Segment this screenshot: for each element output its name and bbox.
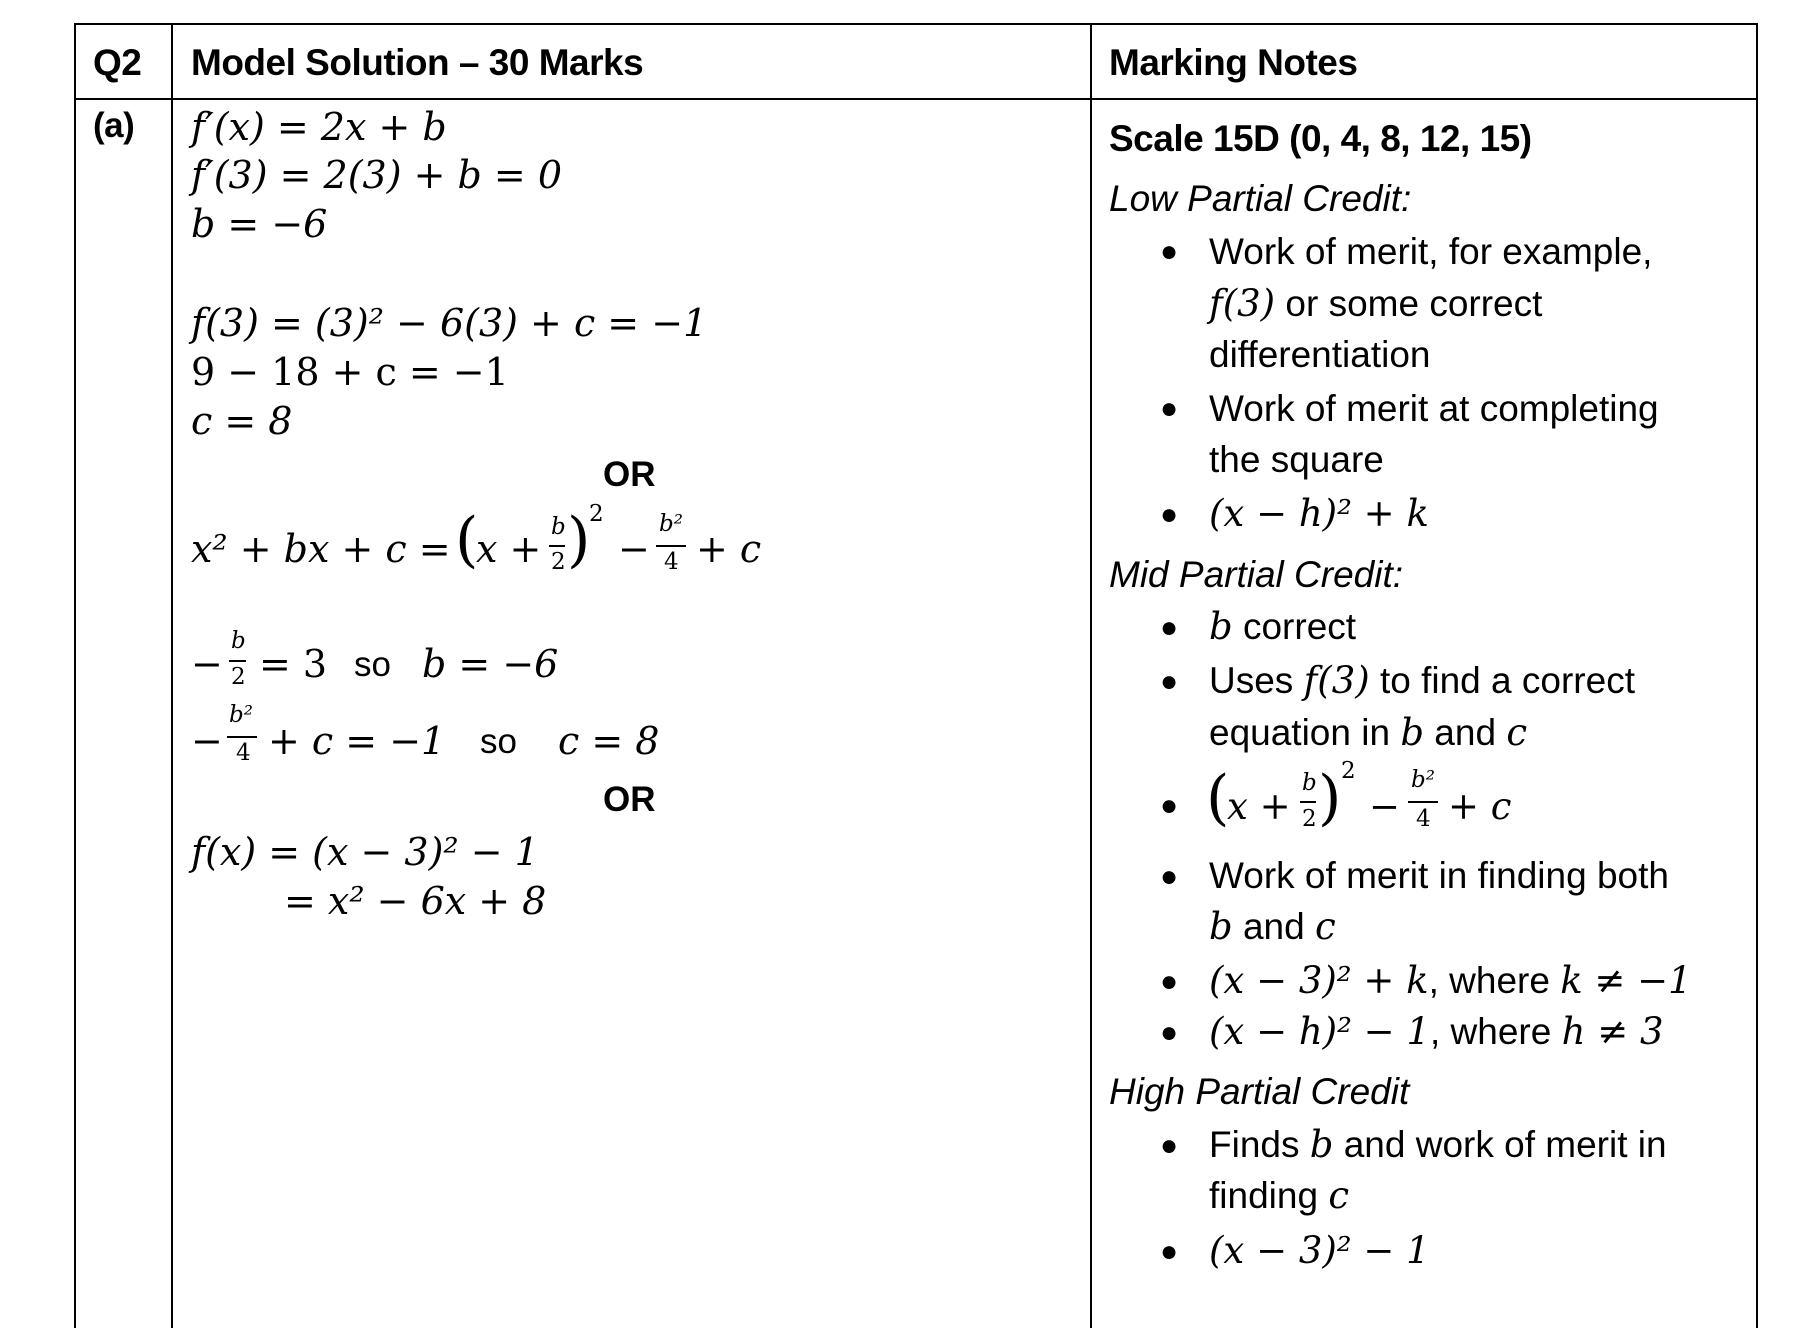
f3-line: f(3) = (3)² − 6(3) + c = −1 — [191, 301, 708, 345]
arithmetic-line: 9 − 18 + c = −1 — [191, 350, 509, 394]
mid-credit-expr: (x − h)² − 1 — [1209, 1010, 1430, 1053]
or-divider-2: OR — [603, 780, 656, 819]
eqb-frac-den: 2 — [231, 664, 246, 690]
column-divider-1 — [171, 23, 173, 1328]
mid-credit-item-1 — [1209, 605, 1357, 648]
header-bottom-border — [74, 98, 1758, 100]
low-credit-item-1a: Work of merit, for example, — [1209, 231, 1653, 272]
low-credit-text: or some correct — [1275, 283, 1543, 324]
mid-credit-x: x + — [1227, 785, 1291, 828]
eqc-frac-bar — [227, 736, 257, 738]
bullet: ● — [1160, 611, 1179, 644]
mid-frac-b-bar — [1300, 801, 1316, 803]
mid-frac-b-num: b — [1302, 770, 1317, 796]
mid-credit-plus-c: + c — [1448, 785, 1512, 828]
mid-frac-b-den: 2 — [1302, 806, 1317, 832]
ctsq-minus: − — [618, 527, 650, 571]
mid-credit-cond: k ≠ −1 — [1560, 959, 1692, 1002]
table-right-border — [1756, 23, 1758, 1328]
eqc-frac-den: 4 — [236, 740, 251, 766]
ctsq-lhs: x² + bx + c = — [191, 527, 451, 571]
vertex-form-line: f(x) = (x − 3)² − 1 — [191, 830, 539, 874]
ctsq-square: 2 — [589, 501, 604, 527]
ctsq-frac-b2-den: 4 — [664, 549, 679, 575]
eqc-frac-num: b² — [229, 702, 253, 728]
close-paren: ) — [1318, 763, 1342, 833]
bullet: ● — [1160, 965, 1179, 998]
ctsq-x: x + — [476, 527, 542, 571]
low-credit-item-1b — [1209, 282, 1543, 325]
high-credit-b: b — [1309, 1123, 1334, 1166]
derivative-at-3-line: f′(3) = 2(3) + b = 0 — [191, 153, 563, 197]
ctsq-frac-b2-bar — [656, 545, 686, 547]
bullet: ● — [1160, 498, 1179, 531]
ctsq-frac-b2-num: b² — [659, 511, 683, 537]
high-credit-text: and work of merit in — [1333, 1124, 1667, 1165]
high-credit-c: c — [1328, 1174, 1350, 1217]
marking-scale: Scale 15D (0, 4, 8, 12, 15) — [1109, 118, 1532, 159]
open-paren: ( — [455, 505, 479, 575]
bullet: ● — [1160, 235, 1179, 268]
solution-column-title: Model Solution – 30 Marks — [191, 42, 644, 83]
mid-credit-c: c — [1506, 711, 1528, 754]
eqc-result: c = 8 — [558, 719, 660, 763]
high-credit-text: finding — [1209, 1175, 1329, 1216]
mid-credit-item-4b — [1209, 905, 1336, 948]
high-credit-item-1b — [1209, 1174, 1350, 1217]
mid-partial-credit-title: Mid Partial Credit: — [1109, 554, 1404, 595]
mid-credit-item-5 — [1209, 959, 1692, 1002]
eqb-result: b = −6 — [422, 642, 559, 686]
eqb-so: so — [354, 645, 391, 684]
high-credit-item-1a — [1209, 1123, 1667, 1166]
eqb-frac-num: b — [231, 628, 246, 654]
table-left-border — [74, 23, 76, 1328]
question-label: Q2 — [93, 42, 142, 83]
mid-credit-item-2a — [1209, 659, 1635, 702]
open-paren: ( — [1206, 763, 1230, 833]
mid-credit-text: , where — [1430, 1011, 1562, 1052]
column-divider-2 — [1090, 23, 1092, 1328]
mid-credit-item-4a: Work of merit in finding both — [1209, 855, 1669, 896]
mid-credit-text: to find a correct — [1369, 660, 1635, 701]
mid-frac-b2-bar — [1408, 801, 1438, 803]
low-credit-item-1c: differentiation — [1209, 334, 1431, 375]
notes-column-title: Marking Notes — [1109, 42, 1358, 83]
eqc-minus: − — [191, 719, 223, 763]
bullet: ● — [1160, 1129, 1179, 1162]
mid-credit-b: b — [1209, 905, 1233, 948]
high-credit-text: Finds — [1209, 1124, 1310, 1165]
mid-frac-b2-num: b² — [1411, 767, 1435, 793]
bullet: ● — [1160, 1235, 1179, 1268]
mid-credit-c: c — [1314, 905, 1336, 948]
bullet: ● — [1160, 392, 1179, 425]
ctsq-frac-b-den: 2 — [551, 549, 566, 575]
eqb-minus: − — [191, 642, 223, 686]
mid-credit-minus: − — [1369, 785, 1401, 828]
part-label: (a) — [93, 106, 135, 145]
mid-credit-b: b — [1209, 605, 1233, 648]
low-credit-item-3: (x − h)² + k — [1209, 492, 1429, 535]
high-partial-credit-title: High Partial Credit — [1109, 1071, 1410, 1112]
mid-credit-text: Uses — [1209, 660, 1304, 701]
close-paren: ) — [567, 505, 591, 575]
mid-credit-f3: f(3) — [1303, 659, 1370, 702]
mid-credit-text: and — [1232, 906, 1315, 947]
mid-credit-cond: h ≠ 3 — [1561, 1010, 1664, 1053]
low-credit-item-2a: Work of merit at completing — [1209, 388, 1659, 429]
high-credit-item-2: (x − 3)² − 1 — [1209, 1229, 1430, 1272]
mid-frac-b2-den: 4 — [1416, 806, 1431, 832]
or-divider-1: OR — [603, 455, 656, 494]
mid-square: 2 — [1341, 758, 1356, 784]
mid-credit-b: b — [1400, 711, 1425, 754]
b-value-line: b = −6 — [191, 202, 328, 246]
eqc-so: so — [480, 722, 517, 761]
ctsq-plus-c: + c — [696, 527, 762, 571]
mid-credit-item-2b — [1209, 711, 1528, 754]
eqb-frac-bar — [229, 660, 246, 662]
eqc-rest: + c = −1 — [268, 719, 446, 763]
mid-credit-text: , where — [1428, 960, 1561, 1001]
mid-credit-expr: (x − 3)² + k — [1209, 959, 1429, 1002]
expanded-form-line: = x² − 6x + 8 — [284, 879, 547, 923]
ctsq-frac-b-bar — [549, 545, 565, 547]
eqb-rest: = 3 — [259, 642, 328, 686]
low-credit-item-2b: the square — [1209, 439, 1384, 480]
low-credit-f3: f(3) — [1209, 282, 1276, 325]
mid-credit-text: correct — [1232, 606, 1357, 647]
bullet: ● — [1160, 665, 1179, 698]
derivative-line: f′(x) = 2x + b — [191, 105, 447, 149]
mid-credit-item-6 — [1209, 1010, 1664, 1053]
low-partial-credit-title: Low Partial Credit: — [1109, 178, 1412, 219]
c-value-line: c = 8 — [191, 399, 293, 443]
mid-credit-text: equation in — [1209, 712, 1401, 753]
bullet: ● — [1160, 860, 1179, 893]
bullet: ● — [1160, 789, 1179, 822]
ctsq-frac-b-num: b — [551, 514, 566, 540]
table-top-border — [74, 23, 1758, 25]
mid-credit-text: and — [1424, 712, 1507, 753]
bullet: ● — [1160, 1016, 1179, 1049]
